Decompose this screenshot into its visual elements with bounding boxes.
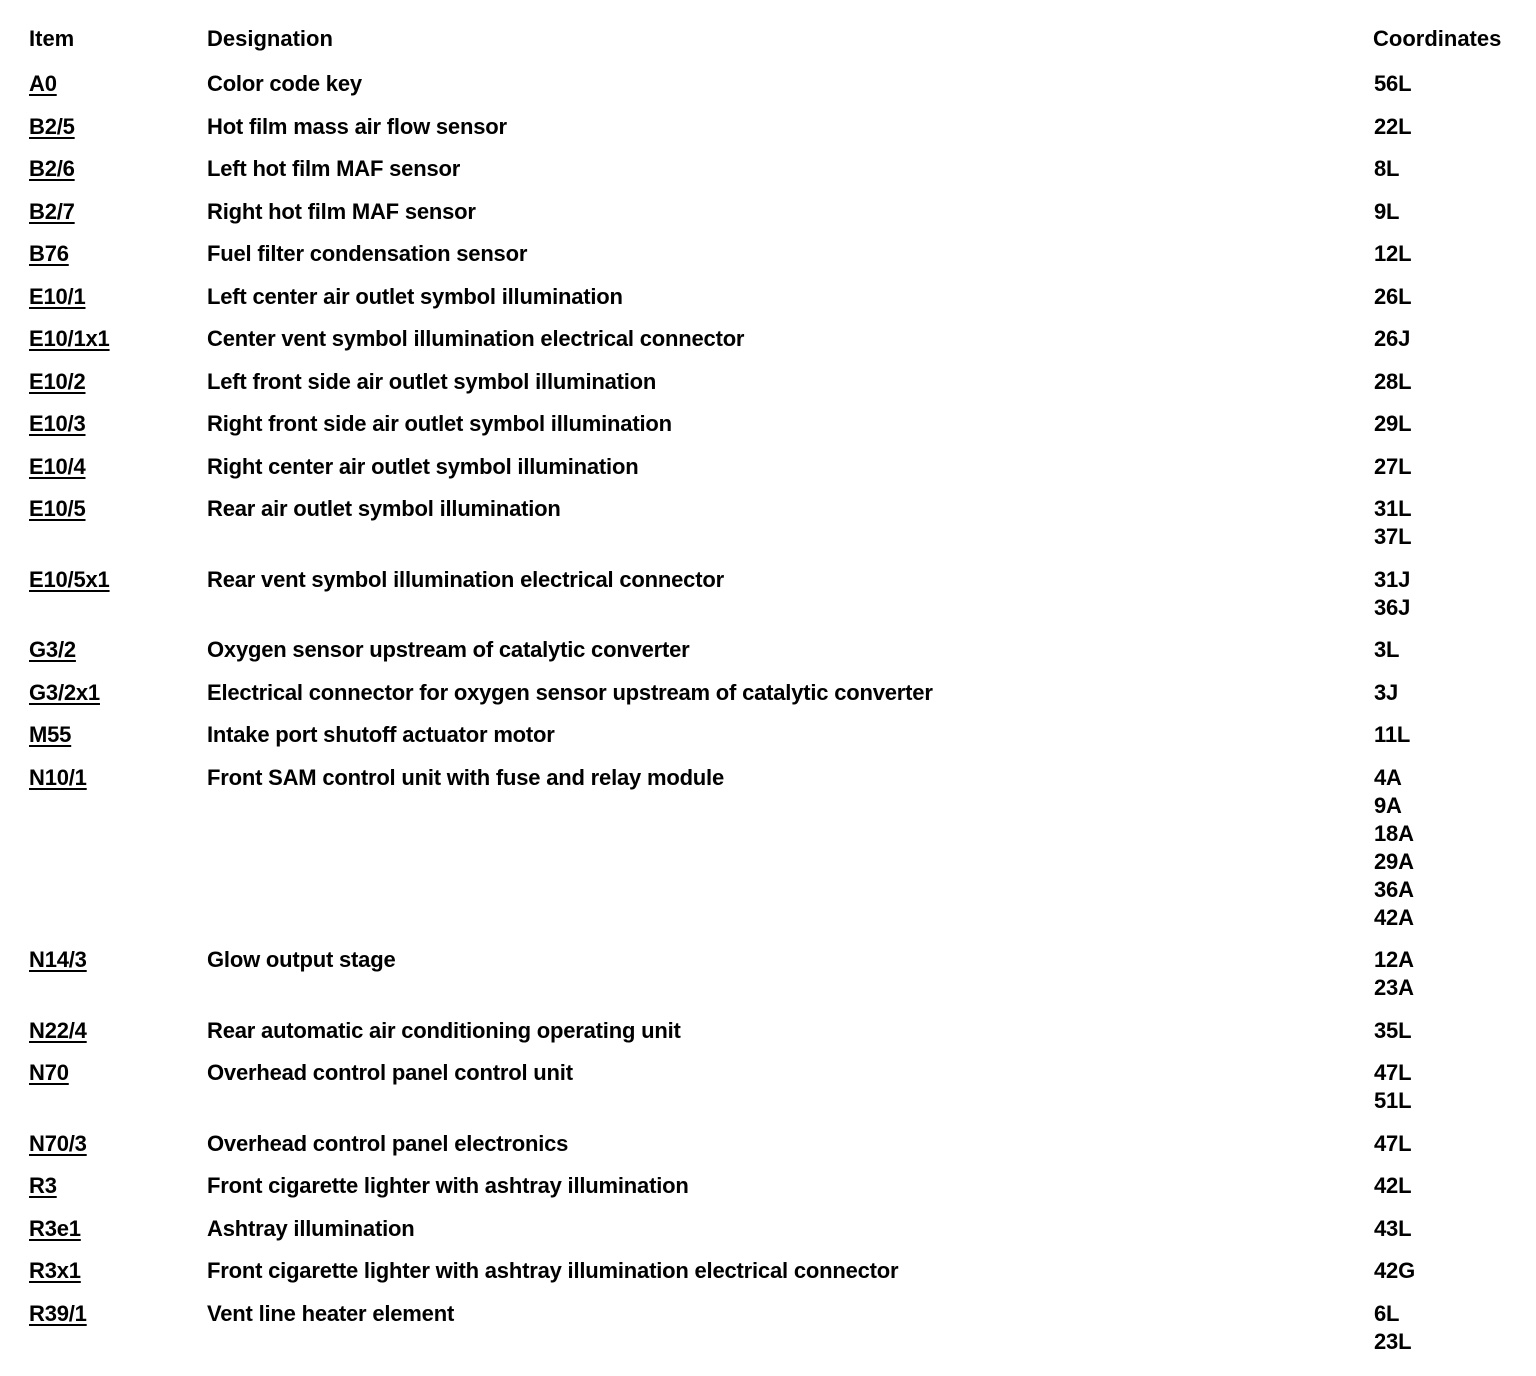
designation-text: Front cigarette lighter with ashtray illumination electrical connector (207, 1258, 899, 1283)
coordinates-cell (1374, 679, 1398, 707)
coordinates-cell (1374, 70, 1411, 98)
coordinates-cell (1374, 283, 1411, 311)
coordinates-cell (1374, 113, 1411, 141)
coordinate-value: 31J (1374, 566, 1411, 592)
coordinate-value: 42G (1374, 1258, 1415, 1283)
coordinate-value: 42A (1374, 904, 1414, 930)
designation-text: Overhead control panel control unit (207, 1060, 573, 1085)
designation-text: Rear air outlet symbol illumination (207, 496, 561, 521)
item-link[interactable]: N10/1 (29, 764, 87, 790)
coordinate-value: 56L (1374, 71, 1412, 96)
coordinate-value: 8L (1374, 156, 1400, 181)
header-designation: Designation (207, 26, 333, 51)
designation-text: Fuel filter condensation sensor (207, 241, 528, 266)
coordinates-cell (1374, 721, 1410, 749)
coordinate-value: 42L (1374, 1173, 1412, 1198)
designation-text: Front SAM control unit with fuse and relay module (207, 764, 724, 790)
designation-text: Left front side air outlet symbol illumination (207, 368, 657, 394)
designation-text: Front cigarette lighter with ashtray illumination (207, 1173, 689, 1198)
designation-text: Ashtray illumination (207, 1215, 415, 1241)
item-link[interactable]: E10/5x1 (29, 566, 110, 592)
coordinate-value: 23L (1374, 1328, 1412, 1354)
item-link[interactable]: B2/6 (29, 156, 75, 181)
designation-text: Rear vent symbol illumination electrical connector (207, 566, 724, 592)
item-link[interactable]: E10/2 (29, 368, 86, 394)
designation-text: Electrical connector for oxygen sensor upstream of catalytic converter (207, 679, 933, 705)
item-link[interactable]: B76 (29, 241, 69, 266)
coordinates-cell (1374, 1059, 1411, 1115)
coordinate-value: 11L (1374, 722, 1411, 747)
coordinate-value: 47L (1374, 1130, 1412, 1156)
coordinates-cell (1374, 764, 1414, 932)
coordinate-value: 35L (1374, 1017, 1412, 1043)
designation-text: Left hot film MAF sensor (207, 156, 461, 181)
designation-text: Oxygen sensor upstream of catalytic converter (207, 637, 690, 662)
header-item: Item (29, 26, 75, 51)
item-link[interactable]: R3e1 (29, 1215, 81, 1241)
coordinate-value: 12A (1374, 947, 1414, 972)
item-link[interactable]: G3/2x1 (29, 679, 100, 705)
item-link[interactable]: B2/5 (29, 113, 75, 139)
item-link[interactable]: M55 (29, 722, 72, 747)
coordinates-cell (1374, 566, 1410, 622)
coordinates-cell (1374, 240, 1411, 268)
designation-text: Intake port shutoff actuator motor (207, 722, 555, 747)
designation-text: Left center air outlet symbol illumination (207, 283, 623, 309)
designation-text: Center vent symbol illumination electrical connector (207, 326, 745, 351)
designation-text: Right hot film MAF sensor (207, 198, 476, 224)
item-link[interactable]: A0 (29, 71, 57, 96)
item-link[interactable]: E10/5 (29, 496, 86, 521)
coordinate-value: 12L (1374, 241, 1412, 266)
item-link[interactable]: R3x1 (29, 1258, 81, 1283)
item-link[interactable]: N70 (29, 1060, 69, 1085)
item-link[interactable]: E10/1 (29, 283, 86, 309)
coordinates-cell (1374, 368, 1411, 396)
item-link[interactable]: G3/2 (29, 637, 76, 662)
designation-text: Overhead control panel electronics (207, 1130, 569, 1156)
coordinates-cell (1374, 946, 1414, 1002)
coordinate-value: 29L (1374, 411, 1412, 436)
coordinates-cell (1374, 155, 1399, 183)
coordinate-value: 37L (1374, 524, 1412, 549)
coordinates-cell (1374, 1130, 1411, 1158)
designation-text: Color code key (207, 71, 362, 96)
item-link[interactable]: E10/3 (29, 411, 86, 436)
coordinate-value: 3J (1374, 679, 1399, 705)
designation-text: Glow output stage (207, 947, 396, 972)
coordinates-cell (1374, 1215, 1411, 1243)
designation-text: Right center air outlet symbol illumination (207, 453, 639, 479)
coordinates-cell (1374, 410, 1411, 438)
coordinate-value: 18A (1374, 820, 1414, 846)
coordinate-value: 51L (1374, 1088, 1412, 1113)
coordinate-value: 43L (1374, 1215, 1412, 1241)
designation-text: Right front side air outlet symbol illumination (207, 411, 672, 436)
designation-text: Rear automatic air conditioning operating unit (207, 1017, 681, 1043)
coordinate-value: 4A (1374, 764, 1402, 790)
item-link[interactable]: N70/3 (29, 1130, 87, 1156)
item-link[interactable]: B2/7 (29, 198, 75, 224)
coordinate-value: 36J (1374, 594, 1411, 620)
coordinate-value: 29A (1374, 848, 1414, 874)
item-link[interactable]: R3 (29, 1173, 57, 1198)
item-link[interactable]: E10/1x1 (29, 326, 110, 351)
item-link[interactable]: E10/4 (29, 453, 86, 479)
coordinates-cell (1374, 325, 1410, 353)
coordinate-value: 27L (1374, 453, 1412, 479)
coordinate-value: 31L (1374, 496, 1412, 521)
designation-text: Hot film mass air flow sensor (207, 113, 507, 139)
coordinates-cell (1374, 1300, 1411, 1356)
item-link[interactable]: N22/4 (29, 1017, 87, 1043)
item-link[interactable]: R39/1 (29, 1300, 87, 1326)
header-coordinates: Coordinates (1373, 26, 1502, 51)
coordinates-cell (1374, 1172, 1411, 1200)
coordinate-value: 3L (1374, 637, 1400, 662)
coordinate-value: 9A (1374, 792, 1402, 818)
coordinates-cell (1374, 1017, 1411, 1045)
coordinates-cell (1374, 198, 1399, 226)
coordinate-value: 47L (1374, 1060, 1412, 1085)
designation-text: Vent line heater element (207, 1300, 455, 1326)
coordinates-cell (1374, 1257, 1415, 1285)
coordinate-value: 26L (1374, 283, 1412, 309)
coordinates-cell (1374, 495, 1411, 551)
coordinates-cell (1374, 453, 1411, 481)
coordinates-cell (1374, 636, 1399, 664)
coordinate-value: 36A (1374, 876, 1414, 902)
table-header (0, 27, 1536, 51)
item-link[interactable]: N14/3 (29, 947, 87, 972)
coordinate-value: 22L (1374, 113, 1412, 139)
coordinate-value: 26J (1374, 326, 1411, 351)
coordinate-value: 28L (1374, 368, 1412, 394)
coordinate-value: 6L (1374, 1300, 1400, 1326)
coordinate-value: 23A (1374, 975, 1414, 1000)
coordinate-value: 9L (1374, 198, 1400, 224)
